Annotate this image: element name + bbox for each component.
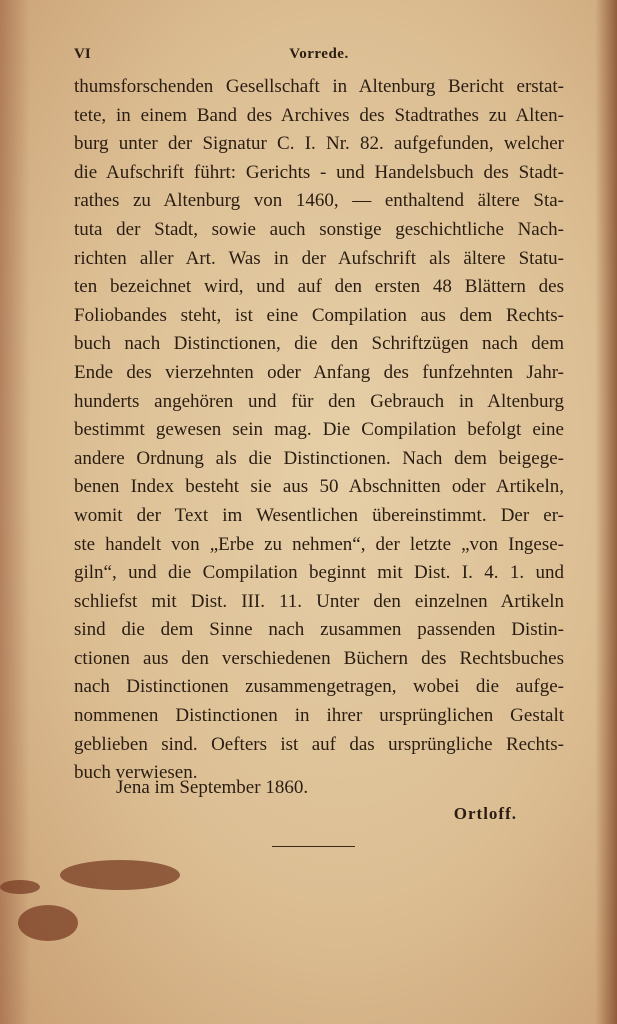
text-line: geblieben sind. Oefters ist auf das ursprüngliche Rechts- <box>74 733 564 755</box>
text-line: richten aller Art. Was in der Aufschrift als ältere Statu- <box>74 247 564 269</box>
page-number: VI <box>74 46 91 62</box>
text-line: Foliobandes steht, ist eine Compilation aus dem Rechts- <box>74 304 564 326</box>
running-title: Vorrede. <box>289 46 349 62</box>
text-line: rathes zu Altenburg von 1460, — enthaltend ältere Sta- <box>74 190 564 212</box>
text-line: andere Ordnung als die Distinctionen. Nach dem beigege- <box>74 447 564 469</box>
text-line: buch nach Distinctionen, die den Schriftzügen nach dem <box>74 333 564 355</box>
text-line: hunderts angehören und für den Gebrauch in Altenburg <box>74 390 564 412</box>
ink-stain <box>0 880 40 894</box>
text-line: ctionen aus den verschiedenen Büchern des Rechtsbuches <box>74 647 564 669</box>
text-line: ste handelt von „Erbe zu nehmen“, der letzte „von Ingese- <box>74 533 564 555</box>
text-line: schliefst mit Dist. III. 11. Unter den einzelnen Artikeln <box>74 590 564 612</box>
text-line: bestimmt gewesen sein mag. Die Compilation befolgt eine <box>74 419 564 441</box>
text-line: Ende des vierzehnten oder Anfang des funfzehnten Jahr- <box>74 361 564 383</box>
text-line: buch verwiesen. <box>74 762 198 784</box>
page-edge-left <box>0 0 30 1024</box>
page-header <box>74 46 564 70</box>
body-text <box>74 73 564 788</box>
text-line: die Aufschrift führt: Gerichts - und Handelsbuch des Stadt- <box>74 161 564 183</box>
text-line: tete, in einem Band des Archives des Stadtrathes zu Alten- <box>74 104 564 126</box>
end-rule <box>272 846 355 847</box>
date-line: Jena im September 1860. <box>116 777 309 798</box>
text-line: nach Distinctionen zusammengetragen, wobei die aufge- <box>74 676 564 698</box>
text-line: sind die dem Sinne nach zusammen passenden Distin- <box>74 619 564 641</box>
text-line: thumsforschenden Gesellschaft in Altenburg Bericht erstat- <box>74 76 564 97</box>
ink-stain <box>60 860 180 890</box>
text-line: benen Index besteht sie aus 50 Abschnitten oder Artikeln, <box>74 476 564 498</box>
text-line: giln“, und die Compilation beginnt mit Dist. I. 4. 1. und <box>74 562 564 584</box>
text-line: tuta der Stadt, sowie auch sonstige geschichtliche Nach- <box>74 218 564 240</box>
text-line: womit der Text im Wesentlichen übereinstimmt. Der er- <box>74 504 564 526</box>
text-line: burg unter der Signatur C. I. Nr. 82. aufgefunden, welcher <box>74 133 564 155</box>
text-line: nommenen Distinctionen in ihrer ursprünglichen Gestalt <box>74 705 564 727</box>
ink-stain <box>18 905 78 941</box>
page-edge-right <box>595 0 617 1024</box>
text-line: ten bezeichnet wird, und auf den ersten 48 Blättern des <box>74 276 564 298</box>
author-signature: Ortloff. <box>453 804 517 823</box>
